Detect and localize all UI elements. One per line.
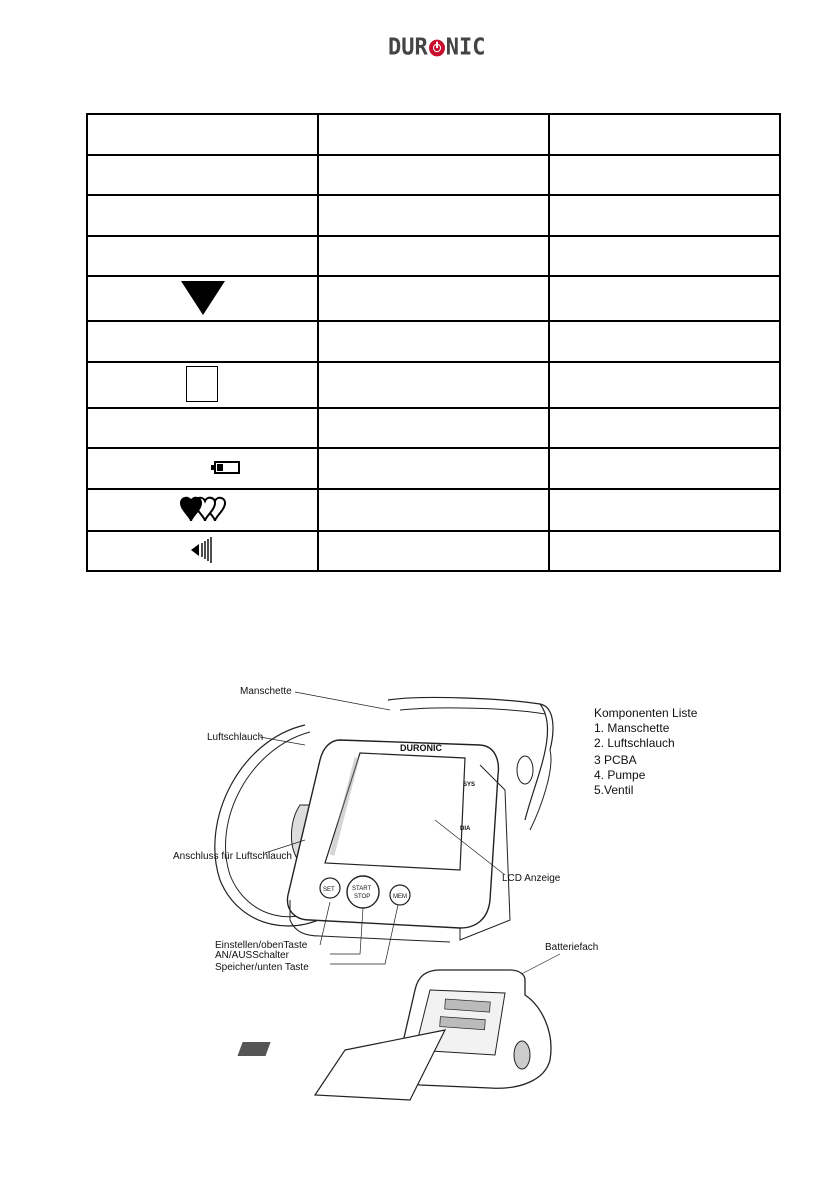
stop-button-text: STOP — [354, 894, 371, 900]
table-cell — [318, 448, 549, 489]
table-cell — [318, 362, 549, 408]
lcd-sys-text: SYS — [463, 782, 476, 788]
table-row — [87, 114, 780, 155]
table-cell — [318, 236, 549, 277]
table-row — [87, 321, 780, 362]
table-cell — [549, 448, 780, 489]
table-cell — [549, 408, 780, 449]
table-row — [87, 489, 780, 531]
table-row — [87, 195, 780, 236]
table-cell — [87, 408, 318, 449]
label-air-hose: Luftschlauch — [207, 732, 264, 743]
table-cell — [549, 489, 780, 531]
logo-text-left: DUR — [388, 34, 428, 61]
label-cuff: Manschette — [240, 686, 292, 697]
table-cell — [87, 276, 318, 321]
table-cell — [87, 448, 318, 489]
table-cell — [87, 489, 318, 531]
table-cell — [87, 236, 318, 277]
label-memory-button: Speicher/unten Taste — [215, 962, 309, 973]
triangle-down-icon — [181, 281, 225, 315]
label-hose-port: Anschluss für Luftschlauch — [173, 851, 292, 862]
table-cell — [318, 531, 549, 572]
table-cell — [549, 321, 780, 362]
table-cell — [549, 531, 780, 572]
lcd-dia-text: DIA — [460, 826, 471, 832]
table-row — [87, 362, 780, 408]
list-item: 4. Pumpe — [594, 768, 646, 782]
table-cell — [87, 531, 318, 572]
start-stop-button-illustration — [347, 876, 379, 908]
table-row — [87, 531, 780, 572]
table-cell — [549, 276, 780, 321]
table-row — [87, 408, 780, 449]
power-logo-icon — [429, 39, 445, 56]
table-cell — [549, 362, 780, 408]
table-cell — [318, 408, 549, 449]
brand-logo — [388, 34, 486, 60]
table-row — [87, 236, 780, 277]
table-cell — [87, 195, 318, 236]
set-button-text: SET — [323, 887, 335, 893]
heart-pulse-icon — [175, 493, 231, 525]
table-cell — [318, 489, 549, 531]
table-cell — [549, 236, 780, 277]
symbol-table — [86, 113, 781, 572]
table-cell — [318, 155, 549, 196]
list-item: 2. Luftschlauch — [594, 736, 675, 750]
table-cell — [87, 321, 318, 362]
table-cell — [549, 155, 780, 196]
label-power-button: AN/AUSSchalter — [215, 950, 289, 961]
table-cell — [318, 114, 549, 155]
start-button-text: START — [352, 886, 372, 892]
speaker-icon — [188, 535, 218, 565]
table-cell — [87, 155, 318, 196]
table-cell — [549, 114, 780, 155]
table-cell — [87, 114, 318, 155]
component-list — [594, 706, 697, 798]
list-item: 1. Manschette — [594, 721, 670, 735]
list-item: 3 PCBA — [594, 753, 637, 767]
empty-box-icon — [186, 366, 218, 402]
mem-button-text: MEM — [393, 894, 407, 900]
table-cell — [318, 276, 549, 321]
table-row — [87, 155, 780, 196]
table-cell — [318, 195, 549, 236]
table-cell — [549, 195, 780, 236]
label-lcd: LCD Anzeige — [502, 873, 561, 884]
list-item: 5.Ventil — [594, 783, 634, 797]
label-set-button: Einstellen/obenTaste — [215, 940, 308, 951]
low-battery-icon — [214, 461, 240, 474]
logo-text-right: NIC — [445, 34, 486, 61]
table-row — [87, 448, 780, 489]
table-cell — [318, 321, 549, 362]
label-battery: Batteriefach — [545, 942, 599, 953]
device-brand-text: DURONIC — [400, 743, 442, 753]
component-list-title: Komponenten Liste — [594, 706, 698, 720]
table-row — [87, 276, 780, 321]
table-cell — [87, 362, 318, 408]
